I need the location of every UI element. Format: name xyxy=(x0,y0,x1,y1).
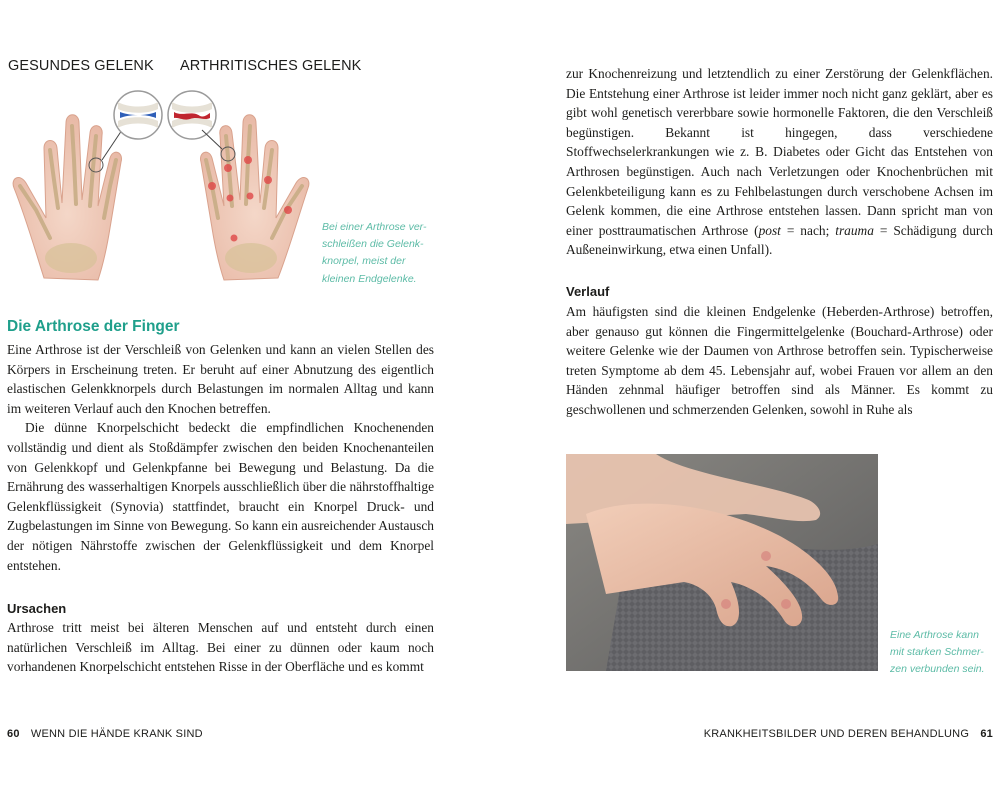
footer-right xyxy=(704,728,993,740)
healthy-joint-closeup xyxy=(114,91,162,139)
hands-photo xyxy=(566,454,878,671)
left-body-text xyxy=(7,340,434,575)
subheading-causes: Ursachen xyxy=(7,601,67,616)
section-title: Die Arthrose der Finger xyxy=(7,318,180,335)
right-body-text-course xyxy=(566,302,993,420)
label-arthritic-joint: ARTHRITISCHES GELENK xyxy=(180,58,362,74)
left-body-text-causes xyxy=(7,618,434,677)
right-body-text xyxy=(566,64,993,260)
paragraph: Eine Arthrose ist der Verschleiß von Gelenken und kann an vielen Stellen des Körpers in Erscheinung treten. Er beruht auf einer Abnutzung des eigentlich elastischen Gelenkknorpels durch Belastungen im normalen Alltag und kann im weiteren Verlauf auch den Knochen betreffen. xyxy=(7,342,434,416)
arthritic-joint-closeup xyxy=(168,91,216,139)
hand-joint-illustration xyxy=(6,88,316,283)
paragraph: zur Knochenreizung und letztendlich zu einer Zerstörung der Gelenkflächen. Die Entstehung einer Arthrose ist leider immer noch nicht ganz geklärt, aber es gibt wohl genetisch vererbbare sowie hormonelle Faktoren, die den Verschleiß begünstigen. Bekannt ist hingegen, dass verschiedene Stoffwechselerkrankungen wie z. B. Diabetes oder Gicht das Entstehen von Arthrosen begünstigen. Auch nach Verletzungen oder Knochenbrüchen mit Gelenkbeteiligung kann es zu Fehlbelastungen durch verschobene Achsen im Gelenk kommen, die eine Arthrose entstehen lassen. Dann spricht man von einer posttraumatischen Arthrose (post = nach; trauma = Schädigung durch Außeneinwirkung, etwa einen Unfall). xyxy=(566,66,993,258)
running-title: WENN DIE HÄNDE KRANK SIND xyxy=(30,728,203,740)
paragraph: Am häufigsten sind die kleinen Endgelenke (Heberden-Arthrose) betroffen, aber genauso gut können die Fingermittelgelenke (Bouchard-Arthrose) oder weitere Gelenke wie der Daumen von Arthrose betroffen sein. Typischerweise treten Symptome ab dem 45. Lebensjahr auf, wobei Frauen vor allem an den Händen zehnmal häufiger betroffen sind als Männer. Es kommt zu geschwollenen und schmerzenden Gelenken, sowohl in Ruhe als xyxy=(566,304,993,417)
healthy-hand xyxy=(13,115,122,280)
running-title: KRANKHEITSBILDER UND DEREN BEHANDLUNG xyxy=(703,728,970,740)
photo-caption: Eine Arthrose kann mit starken Schmer- zen verbunden sein. xyxy=(890,629,985,676)
arthritic-hand xyxy=(200,115,308,280)
illustration-caption: Bei einer Arthrose ver- schleißen die Gelenk- knorpel, meist der kleinen Endgelenke. xyxy=(322,221,427,285)
label-healthy-joint: GESUNDES GELENK xyxy=(8,58,154,74)
page-number: 61 xyxy=(980,728,993,740)
footer-left xyxy=(7,728,203,740)
subheading-course: Verlauf xyxy=(566,284,610,299)
paragraph: Arthrose tritt meist bei älteren Menschen auf und entsteht durch einen natürlichen Verschleiß im Alltag. Bei einer zu dünnen oder kaum noch vorhandenen Knorpelschicht entstehen Risse in der Oberfläche und es kommt xyxy=(7,620,434,675)
page-number: 60 xyxy=(7,728,20,740)
paragraph: Die dünne Knorpelschicht bedeckt die empfindlichen Knochenenden vollständig und dient als Stoßdämpfer zwischen den beiden Knochenanteilen von Gelenkkopf und Gelenkpfanne bei Bewegung und Belastung. Da die Ernährung des wasserhaltigen Knorpels ausschließlich über die nährstoffhaltige Gelenkflüssigkeit (Synovia) stattfindet, braucht ein Knorpel Druck- und Zugbelastungen im Sinne von Bewegung. So kann ein ausreichender Austausch der nötigen Nährstoffe zwischen der Gelenkflüssigkeit und dem Knorpel entstehen. xyxy=(7,420,435,573)
